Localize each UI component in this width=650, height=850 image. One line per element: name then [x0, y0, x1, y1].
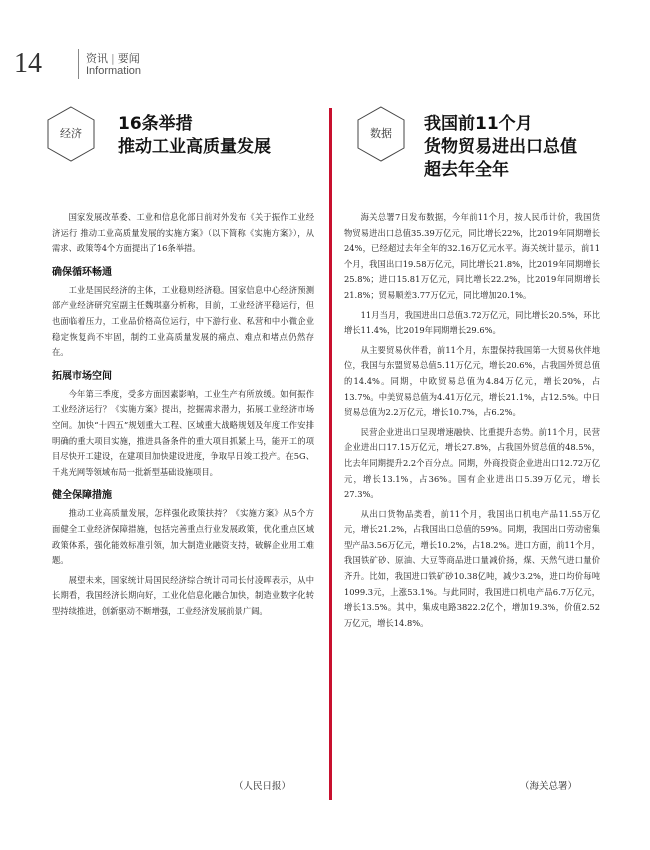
left-heading-2: 拓展市场空间 — [52, 370, 112, 382]
section-label — [86, 50, 140, 66]
header-divider — [78, 49, 79, 79]
page-number: 14 — [14, 48, 42, 79]
left-section3-paragraph-1: 推动工业高质量发展，怎样强化政策扶持？《实施方案》从5个方面健全工业经济保障措施，包括完善重点行业发展政策，优化重点区域政策体系，强化能效标准引领，加大制造业融资支持，破解企业用工难题。 — [52, 508, 314, 566]
right-source: （海关总署） — [520, 781, 578, 792]
right-title-line2: 货物贸易进出口总值 — [424, 137, 577, 157]
left-article-body — [52, 210, 314, 619]
left-section2-paragraph: 今年第三季度，受多方面因素影响，工业生产有所放缓。如何振作工业经济运行？《实施方案》提出，挖掘需求潜力，拓展工业经济市场空间。加快“十四五”规划重大工程、区域重大战略规划及年度工作安排明确的重大项目实施，推进具备条件的重大项目抓紧上马，能开工的项目尽快开工建设，在建项目加快建设进度，争取早日竣工投产。在5G、千兆光网等领域布局一批新型基础设施项目。 — [52, 388, 314, 477]
right-paragraph-4: 民营企业进出口呈现增速融快、比重提升态势。前11个月，民营企业进出口17.15万亿元，增长27.8%，占我国外贸总值的48.5%，比去年同期提升2.2个百分点。同期，外商投资企业进出口12.72万亿元，增长13.1%，占36%。国有企业进出口5.39万亿元，增长27.3%。 — [344, 426, 600, 500]
right-title-line1: 我国前11个月 — [424, 114, 533, 134]
right-paragraph-1: 海关总署7日发布数据，今年前11个月，按人民币计价，我国货物贸易进出口总值35.39万亿元，同比增长22%，比2019年同期增长24%，已经超过去年全年的32.16万亿元水平。海关统计显示，前11个月，我国出口19.58万亿元，同比增长21.8%，比2019年同期增长25.8%；进口15.81万亿元，同比增长22.2%，比2019年同期增长21.8%；贸易顺差3.77万亿元，同比增加20.1%。 — [344, 212, 600, 300]
right-paragraph-5: 从出口货物品类看，前11个月，我国出口机电产品11.55万亿元，增长21.2%，占我国出口总值的59%。同期，我国出口劳动密集型产品3.56万亿元，增长10.2%，占18.2%。进口方面，前11个月，我国铁矿砂、原油、大豆等商品进口量减价扬，煤、天然气进口量价齐升。比如，我国进口铁矿砂10.38亿吨，减少3.2%，进口均价每吨1099.3元，上涨53.1%。与此同时，我国进口机电产品6.7万亿元，增长13.5%。其中，集成电路3822.2亿个，增加19.3%，价值2.52万亿元，增长14.8%。 — [344, 508, 600, 628]
section-cn: 资讯 — [86, 52, 108, 65]
left-tag: 经济 — [60, 127, 82, 140]
right-tag: 数据 — [370, 127, 392, 140]
right-title-line3: 超去年全年 — [424, 160, 509, 180]
hexagon-tag-icon — [356, 106, 406, 162]
right-article-body — [344, 210, 600, 631]
hexagon-tag-icon — [46, 106, 96, 162]
column-divider — [329, 108, 332, 800]
left-title-line2: 推动工业高质量发展 — [118, 137, 271, 157]
left-section1-paragraph: 工业是国民经济的主体，工业稳则经济稳。国家信息中心经济预测部产业经济研究室副主任魏琪嘉分析称，目前，工业经济平稳运行，但也面临着压力，工业品价格高位运行，中下游行业、私营和中小微企业稳定恢复尚不牢固，制约工业高质量发展的痛点、难点和堵点仍然存在。 — [52, 284, 314, 358]
left-source: （人民日报） — [234, 781, 292, 792]
left-title-line1: 16条举措 — [118, 114, 193, 134]
subsection-cn: 要闻 — [117, 52, 140, 65]
left-intro: 国家发展改革委、工业和信息化部日前对外发布《关于振作工业经济运行 推动工业高质量发展的实施方案》（以下简称《实施方案》），从需求、政策等4个方面提出了16条举措。 — [52, 212, 314, 254]
section-separator: | — [111, 52, 115, 65]
left-heading-3: 健全保障措施 — [52, 490, 112, 502]
right-paragraph-2: 11月当月，我国进出口总值3.72万亿元，同比增长20.5%，环比增长11.4%，比2019年同期增长29.6%。 — [344, 309, 600, 336]
section-en: Information — [86, 65, 142, 77]
left-section3-paragraph-2: 展望未来，国家统计局国民经济综合统计司司长付凌晖表示，从中长期看，我国经济长期向好，工业化信息化融合加快，制造业数字化转型持续推进，创新驱动不断增强，工业经济发展前景广阔。 — [52, 574, 314, 616]
right-paragraph-3: 从主要贸易伙伴看，前11个月，东盟保持我国第一大贸易伙伴地位，我国与东盟贸易总值5.11万亿元，增长20.6%，占我国外贸总值的14.4%。同期，中欧贸易总值为4.84万亿元，增长20%，占13.7%。中美贸易总值为4.41万亿元，增长21.1%，占12.5%。中日贸易总值为2.2万亿元，增长10.7%，占6.2%。 — [344, 344, 600, 418]
left-heading-1: 确保循环畅通 — [52, 266, 112, 278]
